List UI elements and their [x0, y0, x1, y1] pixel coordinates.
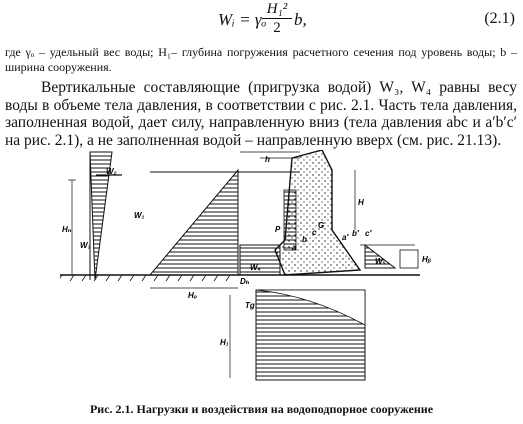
- formula-lhs: Wᵢ = γₒ: [218, 10, 267, 29]
- formula-denominator: 2: [273, 20, 281, 36]
- formula-fraction: [262, 1, 292, 37]
- label-c-prime: c′: [365, 229, 372, 238]
- label-b-prime: b′: [352, 229, 359, 238]
- variable-definitions: где γₒ – удельный вес воды; H₁– глубина погружения расчетного сечения под уровень воды; b – ширина сооружения.: [5, 45, 517, 74]
- label-W3: W₃: [80, 241, 91, 250]
- formula-tail: b,: [294, 10, 307, 29]
- formula-numerator: H₁²: [262, 1, 292, 19]
- label-Ho: Hₒ: [188, 291, 198, 300]
- dam-body: [275, 150, 360, 275]
- label-W2: W₂: [106, 167, 117, 176]
- label-H1: H₁: [220, 338, 229, 347]
- label-Dh: Dₕ: [240, 277, 250, 286]
- dam-load-diagram: [60, 150, 470, 390]
- label-W4: W₄: [250, 263, 261, 272]
- label-Hn: Hₙ: [62, 225, 72, 234]
- label-Tg: Tg: [245, 301, 255, 310]
- body-paragraph: Вертикальные составляющие (пригрузка водой) W₃, W₄ равны весу воды в объеме тела давления, в соответствии с рис. 2.1. Часть тела давления, заполненная водой, дает силу, направленную вниз (тела давления abc и a′b′c′ на рис. 2.1), а не заполненная водой – направленную вверх (см. рис. 21.13).: [5, 79, 517, 149]
- label-W1: W₁: [134, 211, 145, 220]
- label-H: H: [358, 198, 364, 207]
- label-b: b: [302, 235, 307, 244]
- label-c: c: [312, 228, 317, 237]
- formula-number: (2.1): [484, 10, 515, 27]
- label-a: a: [292, 243, 297, 252]
- uplift-pressure-diagram: [256, 290, 365, 380]
- label-a-prime: a′: [342, 233, 349, 242]
- foundation-hatch: [60, 275, 230, 281]
- label-h: h: [265, 155, 270, 164]
- label-P: P: [275, 225, 281, 234]
- label-W5: W₅: [375, 257, 386, 266]
- figure-caption: Рис. 2.1. Нагрузки и воздействия на водоподпорное сооружение: [89, 402, 434, 416]
- label-Hb: Hᵦ: [422, 255, 432, 264]
- label-G: G: [318, 221, 325, 230]
- formula-2-1: [0, 0, 523, 44]
